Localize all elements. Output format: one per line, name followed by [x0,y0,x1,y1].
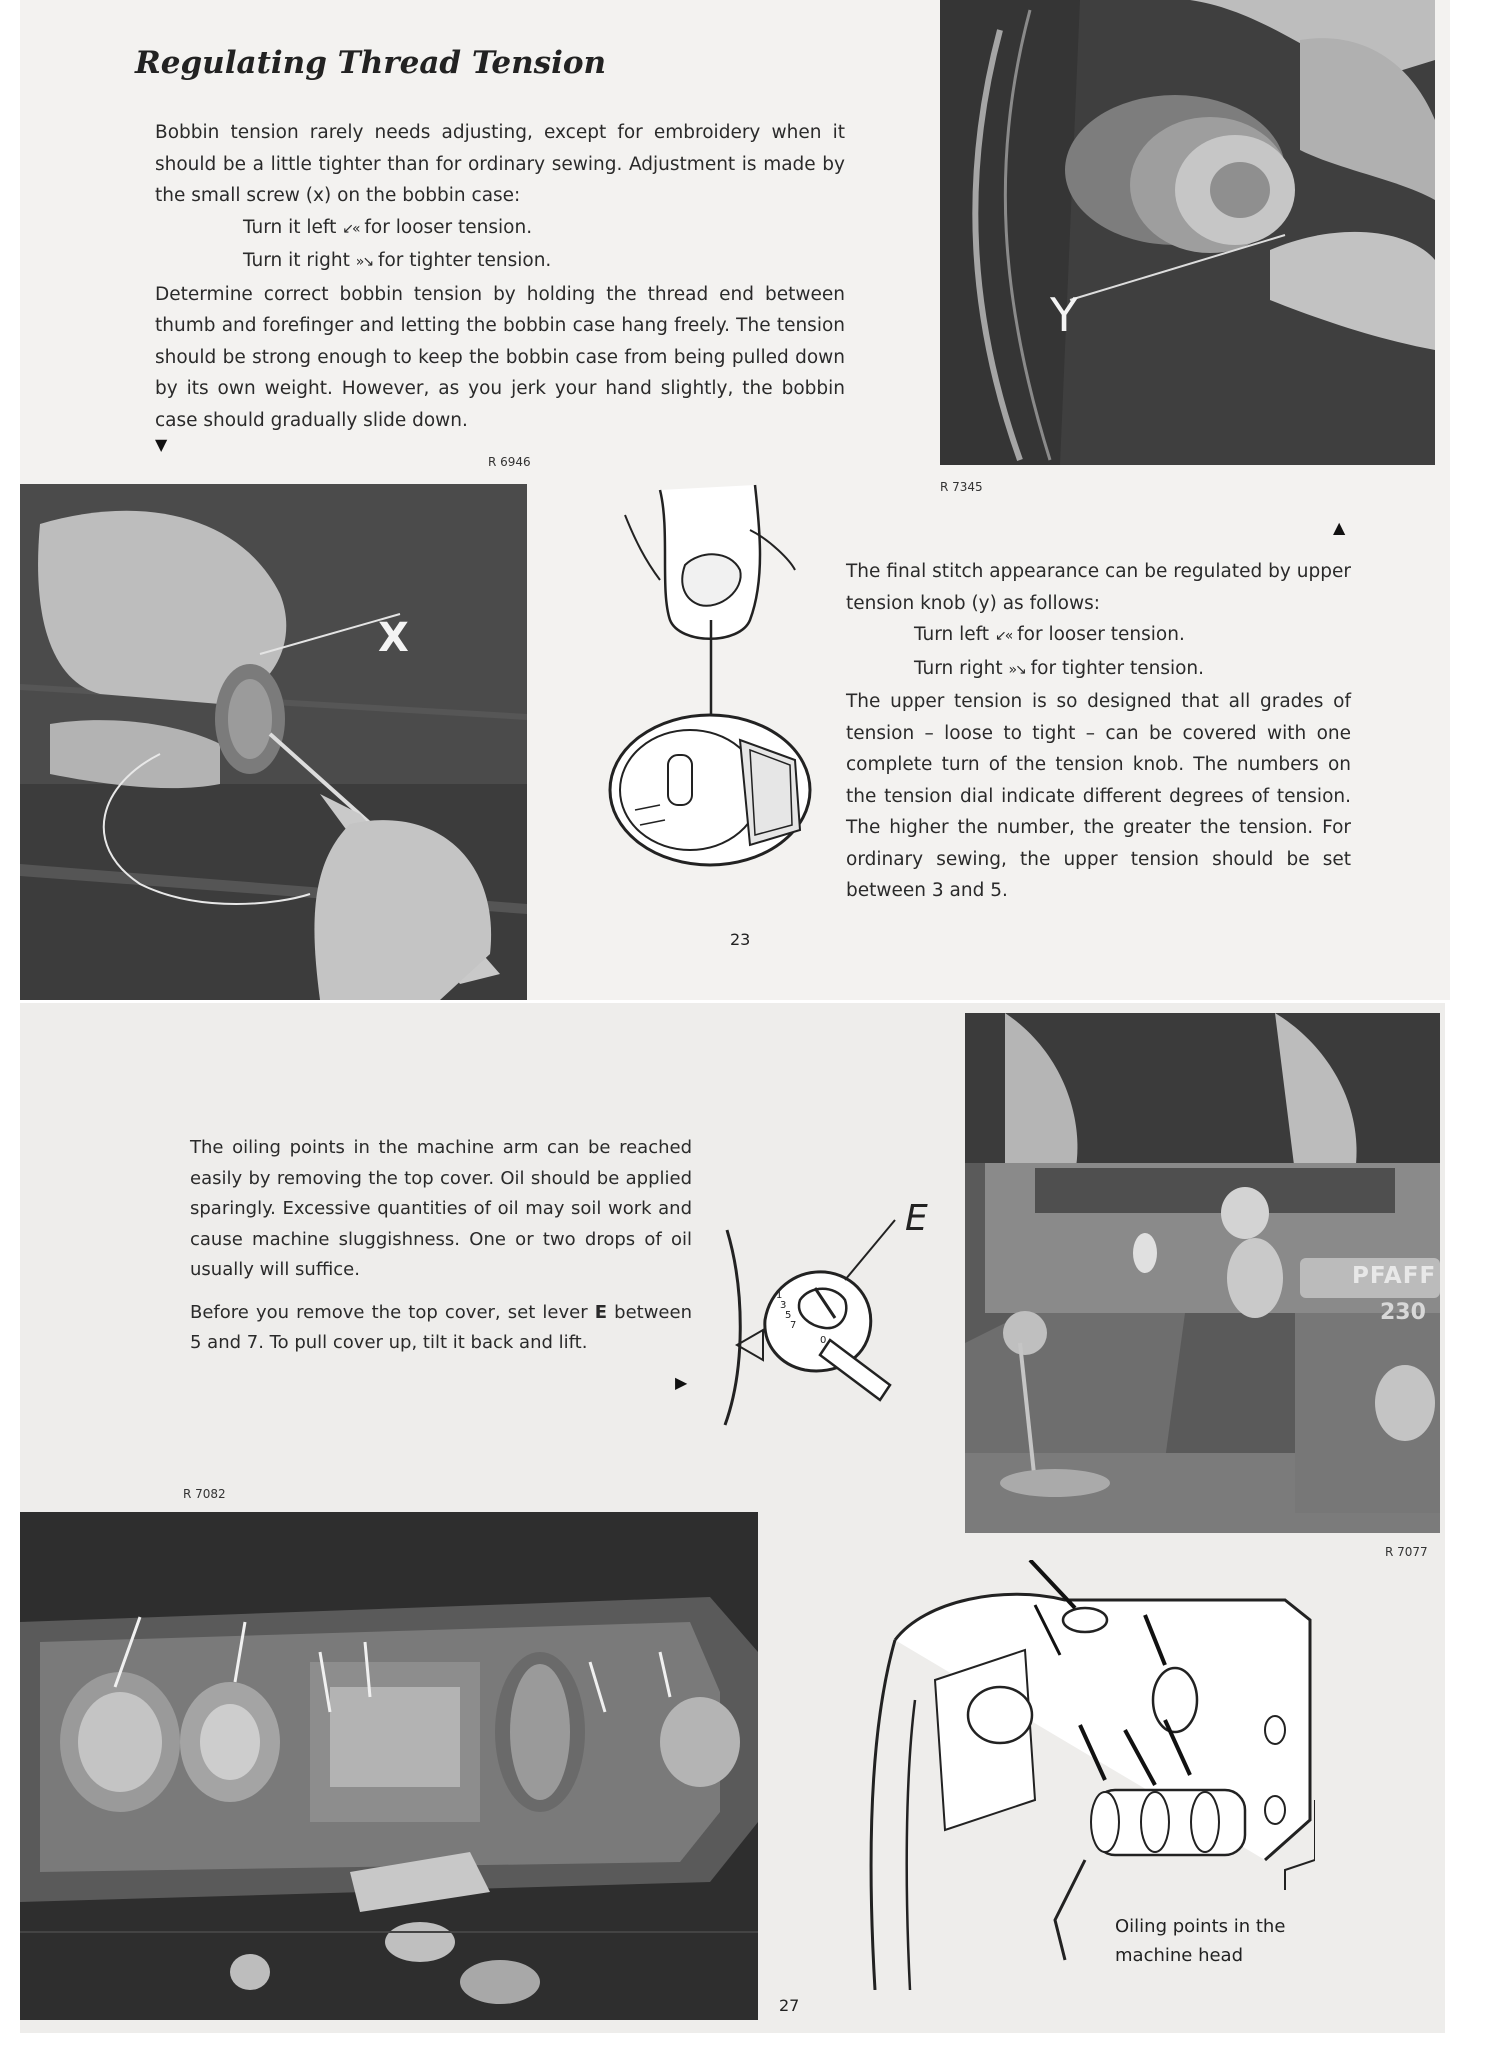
upper-tension-details: The upper tension is so designed that all grades of tension – loose to tight – can be covered with one complete turn of the tension knob. The numbers on the tension dial indicate different degrees of tension. The higher the number, the greater the tension. For ordinary sewing, the upper tension should be set between 3 and 5. [846,691,1351,901]
turn-right-instruction: Turn it right »↘ for tighter tension. [243,250,552,271]
remove-cover-instruction: Before you remove the top cover, set lever E between 5 and 7. To pull cover up, tilt it back and lift. [190,1301,692,1353]
left-arrow-icon: ↙« [342,220,359,237]
down-marker-icon: ▼ [155,435,168,454]
oiling-intro: The oiling points in the machine arm can be reached easily by removing the top cover. Oil should be applied sparingly. Excessive quantities of oil may soil work and cause machine sluggishness. One or two drops of oil usually will suffice. [190,1137,692,1280]
bobbin-tension-text [155,117,845,436]
oiling-points-caption: Oiling points in the machine head [1115,1916,1286,1966]
dial-number-5: 5 [785,1310,792,1321]
page-number-27: 27 [779,1996,800,2015]
tension-knob-photo [940,0,1435,465]
bobbin-tension-check: Determine correct bobbin tension by holding the thread end between thumb and forefinger and letting the bobbin case hang freely. The tension should be strong enough to keep the bobbin case from being pulled down by its own weight. However, as you jerk your hand slightly, the bobbin case should gradually slide down. [155,283,845,431]
right-arrow-icon: »↘ [355,254,373,270]
figure-code-r6946: R 6946 [488,455,531,469]
left-arrow-icon: ↙« [994,628,1012,644]
label-x: X [378,615,409,661]
brand-label: PFAFF [1352,1263,1437,1289]
model-label: 230 [1380,1300,1426,1325]
upper-tension-intro: The final stitch appearance can be regulated by upper tension knob (y) as follows: [846,561,1351,614]
bobbin-tension-intro: Bobbin tension rarely needs adjusting, except for embroidery when it should be a little tighter than for ordinary sewing. Adjustment is made by the small screw (x) on the bobbin case: [155,122,845,206]
section-title: Regulating Thread Tension [135,45,607,81]
oiling-text [190,1133,692,1359]
label-y: Y [1050,288,1079,342]
dial-number-0: 0 [820,1335,827,1346]
bobbin-case-illustration [590,470,820,890]
dial-number-1: 1 [776,1290,783,1301]
dial-number-3: 3 [780,1300,787,1311]
page-number-23: 23 [730,930,751,949]
figure-code-r7345: R 7345 [940,480,983,494]
turn-left-instruction-2: Turn left ↙« for looser tension. [914,624,1185,645]
turn-left-instruction: Turn it left ↙« for looser tension. [243,216,533,238]
figure-code-r7077: R 7077 [1385,1545,1428,1559]
figure-code-r7082: R 7082 [183,1487,226,1501]
dial-number-7: 7 [790,1320,797,1331]
right-marker-icon: ▶ [675,1373,688,1392]
up-marker-icon: ▲ [1333,518,1346,537]
machine-arm-photo [20,1512,758,2020]
right-arrow-icon: »↘ [1008,661,1025,678]
upper-tension-text [846,556,1351,907]
turn-right-instruction-2: Turn right »↘ for tighter tension. [914,657,1205,679]
label-e: E [905,1198,928,1239]
bobbin-screw-photo [20,484,527,1000]
